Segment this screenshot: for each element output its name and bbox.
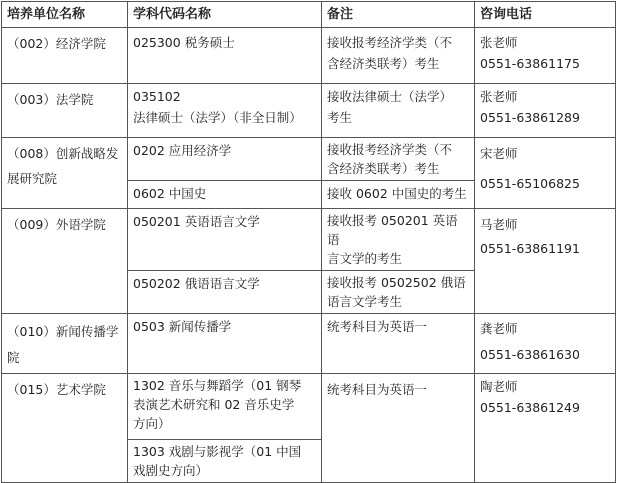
- note-cell: [322, 314, 475, 374]
- note-line: 含经济类联考）考生: [327, 56, 440, 71]
- program-line: 1303 戏剧与影视学（01 中国: [133, 444, 302, 459]
- unit-name: （010）新闻传播学: [7, 324, 119, 339]
- contact-cell: [475, 28, 616, 84]
- note-line: 接收法律硕士（法学）: [327, 89, 453, 104]
- contact-name: 陶老师: [480, 379, 518, 394]
- note-line: 统考科目为英语一: [327, 382, 428, 397]
- program-cell: [128, 181, 322, 209]
- program-cell: [128, 314, 322, 374]
- note-line: 接收报考经济学类（不: [327, 142, 453, 157]
- contact-name: 张老师: [480, 89, 518, 104]
- program-line: 025300 税务硕士: [133, 35, 235, 50]
- program-line: 0602 中国史: [133, 186, 207, 201]
- unit-name: 展研究院: [7, 171, 58, 186]
- program-cell: [128, 84, 322, 138]
- table-header-row: [2, 2, 616, 28]
- program-line: 035102: [133, 89, 181, 104]
- note-line: 接收报考经济学类（不: [327, 35, 453, 50]
- program-cell: [128, 138, 322, 181]
- note-line: 接收 0602 中国史的考生: [327, 186, 467, 201]
- unit-name-cell: [2, 28, 128, 84]
- contact-name: 宋老师: [480, 146, 518, 161]
- table-row: [2, 314, 616, 374]
- unit-name: 院: [7, 350, 20, 365]
- table-row: [2, 84, 616, 138]
- program-line: 1302 音乐与舞蹈学（01 钢琴: [133, 378, 302, 393]
- note-cell: [322, 84, 475, 138]
- contact-cell: [475, 84, 616, 138]
- note-line: 言文学的考生: [327, 251, 403, 266]
- program-line: 050202 俄语语言文学: [133, 276, 260, 291]
- program-line: 表演艺术研究和 02 音乐史学: [133, 397, 295, 412]
- note-cell: [322, 271, 475, 314]
- note-cell: [322, 28, 475, 84]
- unit-name-cell: [2, 138, 128, 209]
- contact-phone: 0551-63861249: [480, 400, 580, 415]
- note-line: 接收报考 050201 英语语: [327, 213, 458, 247]
- program-line: 法律硕士（法学）（非全日制）: [133, 110, 302, 125]
- program-line: 050201 英语语言文学: [133, 214, 260, 229]
- contact-cell: [475, 314, 616, 374]
- note-line: 含经济类联考）考生: [327, 161, 440, 176]
- table-row: [2, 209, 616, 271]
- contact-name: 马老师: [480, 217, 518, 232]
- contact-name: 龚老师: [480, 321, 518, 336]
- program-cell: [128, 271, 322, 314]
- table-row: [2, 138, 616, 181]
- note-cell: [322, 138, 475, 181]
- header-remarks: 备注: [322, 2, 475, 28]
- program-cell: [128, 440, 322, 483]
- contact-phone: 0551-63861289: [480, 110, 580, 125]
- note-line: 接收报考 0502502 俄语: [327, 275, 466, 290]
- program-cell: [128, 209, 322, 271]
- program-line: 0202 应用经济学: [133, 143, 232, 158]
- unit-name: （009）外语学院: [7, 217, 106, 232]
- unit-name: （015）艺术学院: [7, 382, 106, 397]
- note-line: 统考科目为英语一: [327, 319, 428, 334]
- unit-name-cell: [2, 84, 128, 138]
- contact-name: 张老师: [480, 35, 518, 50]
- note-cell: [322, 181, 475, 209]
- table-row: [2, 28, 616, 84]
- header-unit-name: 培养单位名称: [2, 2, 128, 28]
- header-phone: 咨询电话: [475, 2, 616, 28]
- unit-name-cell: [2, 374, 128, 483]
- contact-cell: [475, 138, 616, 209]
- table-row: [2, 374, 616, 440]
- program-table: [1, 1, 616, 483]
- header-program-code: 学科代码名称: [128, 2, 322, 28]
- contact-phone: 0551-63861630: [480, 347, 580, 362]
- unit-name-cell: [2, 209, 128, 314]
- contact-cell: [475, 209, 616, 314]
- contact-phone: 0551-63861191: [480, 241, 580, 256]
- program-line: 0503 新闻传播学: [133, 319, 232, 334]
- program-cell: [128, 374, 322, 440]
- unit-name-cell: [2, 314, 128, 374]
- contact-cell: [475, 374, 616, 483]
- contact-phone: 0551-63861175: [480, 56, 580, 71]
- note-line: 语言文学考生: [327, 294, 403, 309]
- note-line: 考生: [327, 110, 353, 125]
- note-cell: [322, 374, 475, 483]
- unit-name: （008）创新战略发: [7, 146, 119, 161]
- note-cell: [322, 209, 475, 271]
- contact-phone: 0551-65106825: [480, 176, 580, 191]
- program-cell: [128, 28, 322, 84]
- program-line: 方向）: [133, 416, 171, 431]
- program-line: 戏剧史方向）: [133, 463, 209, 478]
- unit-name: （003）法学院: [7, 92, 94, 107]
- unit-name: （002）经济学院: [7, 36, 106, 51]
